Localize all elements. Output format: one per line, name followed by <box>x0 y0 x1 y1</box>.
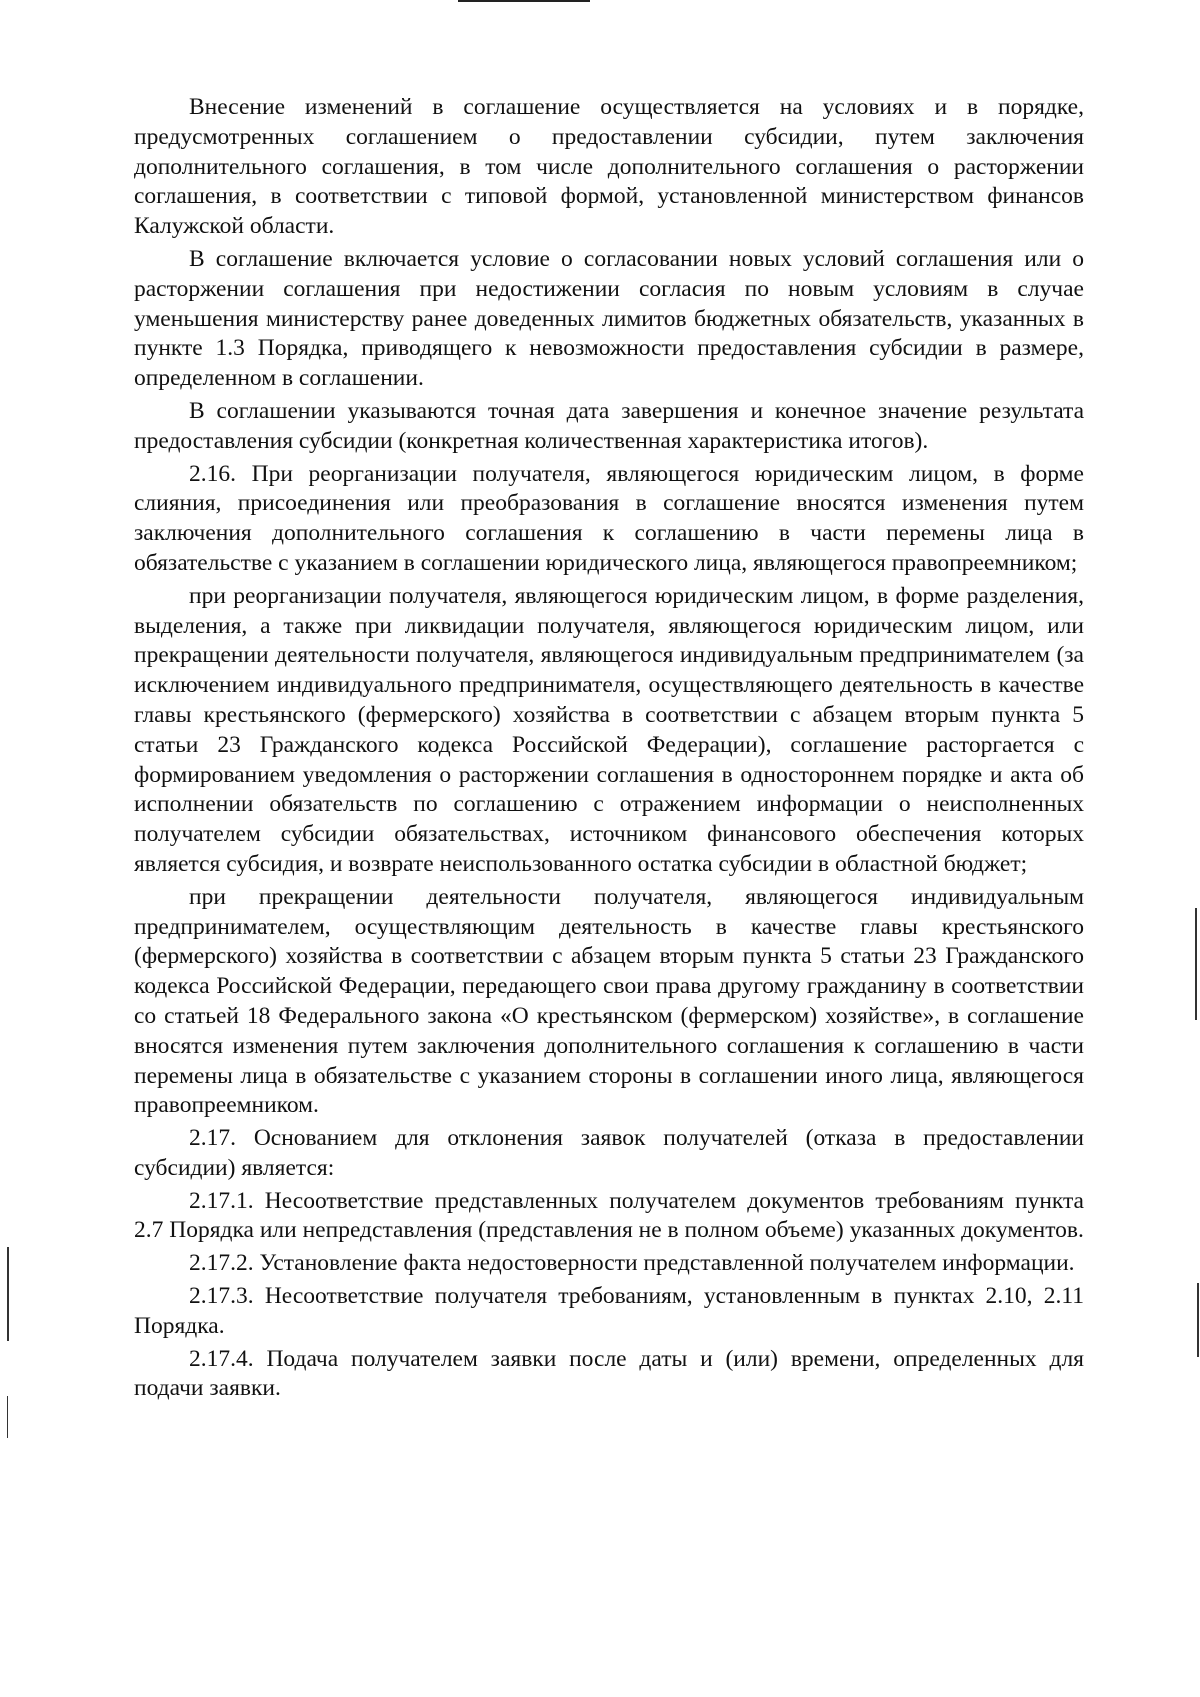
paragraph-reorganization-division: при реорганизации получателя, являющегося юридическим лицом, в форме разделения, выделения, а также при ликвидации получателя, являющегося юридическим лицом, или прекращении деятельности получателя, являющегося индивидуальным предпринимателем (за исключением индивидуального предпринимателя, осуществляющего деятельность в качестве главы крестьянского (фермерского) хозяйства в соответствии с абзацем вторым пункта 5 статьи 23 Гражданского кодекса Российской Федерации), соглашение расторгается с формированием уведомления о расторжении соглашения в одностороннем порядке и акта об исполнении обязательств по соглашению с отражением информации о неисполненных получателем субсидии обязательствах, источником финансового обеспечения которых является субсидия, и возврате неиспользованного остатка субсидии в областной бюджет; <box>134 582 1084 877</box>
paragraph-farm-termination: при прекращении деятельности получателя, являющегося индивидуальным предпринимателем, осуществляющим деятельность в качестве главы крестьянского (фермерского) хозяйства в соответствии с абзацем вторым пункта 5 статьи 23 Гражданского кодекса Российской Федерации, передающего свои права другому гражданину в соответствии со статьей 18 Федерального закона «О крестьянском (фермерском) хозяйстве», в соглашение вносятся изменения путем заключения дополнительного соглашения к соглашению в части перемены лица в обязательстве с указанием стороны в соглашении иного лица, являющегося правопреемником. <box>134 883 1084 1119</box>
paragraph-result-date: В соглашении указываются точная дата завершения и конечное значение результата предоставления субсидии (конкретная количественная характеристика итогов). <box>134 397 1084 454</box>
scan-edge-mark <box>7 1396 8 1438</box>
paragraph-2-17-3: 2.17.3. Несоответствие получателя требованиям, установленным в пунктах 2.10, 2.11 Порядка. <box>134 1283 1084 1339</box>
paragraph-2-16: 2.16. При реорганизации получателя, являющегося юридическим лицом, в форме слияния, присоединения или преобразования в соглашение вносятся изменения путем заключения дополнительного соглашения к соглашению в части перемены лица в обязательстве с указанием в соглашении юридического лица, являющегося правопреемником; <box>134 460 1084 576</box>
paragraph-agreement-conditions: В соглашение включается условие о согласовании новых условий соглашения или о расторжении соглашения при недостижении согласия по новым условиям в случае уменьшения министерству ранее доведенных лимитов бюджетных обязательств, указанных в пункте 1.3 Порядка, приводящего к невозможности предоставления субсидии в размере, определенном в соглашении. <box>134 245 1084 392</box>
top-rule-line <box>458 0 590 2</box>
scan-edge-mark <box>7 1247 9 1341</box>
paragraph-2-17-4: 2.17.4. Подача получателем заявки после даты и (или) времени, определенных для подачи заявки. <box>134 1345 1084 1402</box>
scan-edge-mark <box>1195 908 1197 1020</box>
paragraph-2-17-1: 2.17.1. Несоответствие представленных получателем документов требованиям пункта 2.7 Порядка или непредставления (представления не в полном объеме) указанных документов. <box>134 1187 1084 1244</box>
paragraph-2-17: 2.17. Основанием для отклонения заявок получателей (отказа в предоставлении субсидии) является: <box>134 1125 1084 1181</box>
scan-edge-mark <box>1197 1283 1199 1357</box>
document-body <box>134 93 1084 1407</box>
paragraph-agreement-changes: Внесение изменений в соглашение осуществляется на условиях и в порядке, предусмотренных соглашением о предоставлении субсидии, путем заключения дополнительного соглашения, в том числе дополнительного соглашения о расторжении соглашения, в соответствии с типовой формой, установленной министерством финансов Калужской области. <box>134 94 1084 240</box>
paragraph-2-17-2: 2.17.2. Установление факта недостоверности представленной получателем информации. <box>189 1250 1075 1277</box>
